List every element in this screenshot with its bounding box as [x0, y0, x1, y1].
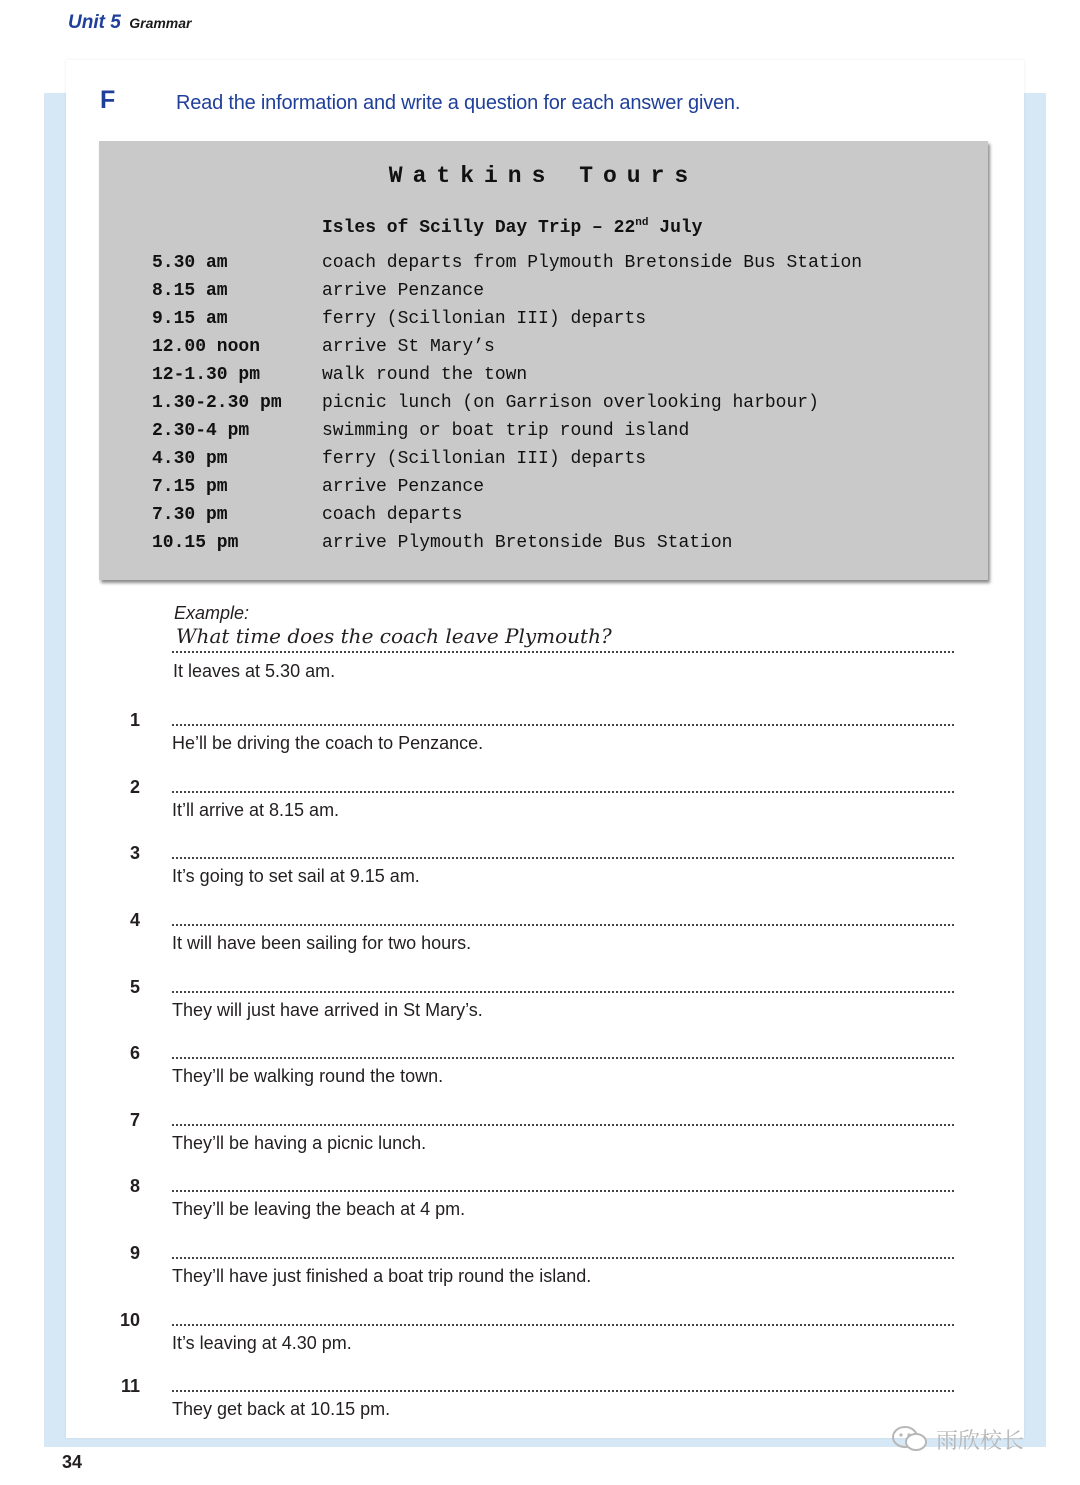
timetable-time: 12-1.30 pm [152, 365, 261, 385]
example-label: Example: [174, 603, 250, 623]
given-answer: They’ll be leaving the beach at 4 pm. [172, 1199, 466, 1219]
question-item [0, 1110, 1080, 1176]
question-number: 5 [129, 977, 140, 997]
timetable-event: arrive St Mary’s [322, 337, 495, 357]
timetable-row [152, 281, 982, 309]
page-header [68, 12, 192, 34]
timetable-event: coach departs [322, 505, 463, 525]
timetable-row [152, 533, 982, 561]
timetable-event: ferry (Scillonian III) departs [322, 309, 647, 329]
question-write-line[interactable] [172, 1057, 954, 1059]
question-item [0, 1243, 1080, 1309]
timetable-time: 8.15 am [152, 281, 228, 301]
watermark [890, 1422, 1050, 1456]
given-answer: He’ll be driving the coach to Penzance. [172, 733, 484, 753]
timetable-time: 5.30 am [152, 253, 228, 273]
given-answer: It’s going to set sail at 9.15 am. [172, 866, 420, 886]
timetable-event: arrive Penzance [322, 477, 485, 497]
timetable-row [152, 505, 982, 533]
page-number: 34 [62, 1452, 83, 1472]
timetable-time: 9.15 am [152, 309, 228, 329]
timetable-event: picnic lunch (on Garrison overlooking harbour) [322, 393, 819, 413]
question-write-line[interactable] [172, 724, 954, 726]
question-write-line[interactable] [172, 791, 954, 793]
timetable-row [152, 253, 982, 281]
question-write-line[interactable] [172, 924, 954, 926]
timetable-event: coach departs from Plymouth Bretonside Bus Station [322, 253, 863, 273]
timetable-subtitle: Isles of Scilly Day Trip – 22nd July [322, 217, 703, 238]
question-item [0, 777, 1080, 843]
example-answer-line [172, 651, 954, 653]
question-write-line[interactable] [172, 1257, 954, 1259]
wechat-icon [890, 1424, 930, 1454]
given-answer: It’s leaving at 4.30 pm. [172, 1333, 352, 1353]
timetable-row [152, 309, 982, 337]
question-write-line[interactable] [172, 857, 954, 859]
question-write-line[interactable] [172, 1324, 954, 1326]
timetable-time: 7.30 pm [152, 505, 228, 525]
given-answer: They’ll be walking round the town. [172, 1066, 444, 1086]
question-number: 11 [120, 1376, 140, 1396]
question-write-line[interactable] [172, 1390, 954, 1392]
timetable-time: 2.30-4 pm [152, 421, 250, 441]
question-item [0, 1043, 1080, 1109]
timetable-row [152, 421, 982, 449]
exercise-instruction: Read the information and write a question for each answer given. [176, 92, 741, 114]
given-answer: It will have been sailing for two hours. [172, 933, 472, 953]
question-number: 6 [129, 1043, 140, 1063]
given-answer: It’ll arrive at 8.15 am. [172, 800, 340, 820]
timetable-row [152, 449, 982, 477]
section-label: Grammar [129, 15, 192, 31]
question-item [0, 843, 1080, 909]
question-number: 7 [129, 1110, 140, 1130]
question-number: 1 [129, 710, 140, 730]
question-item [0, 910, 1080, 976]
timetable-card [99, 141, 988, 580]
given-answer: They’ll have just finished a boat trip round the island. [172, 1266, 592, 1286]
given-answer: They’ll be having a picnic lunch. [172, 1133, 427, 1153]
timetable-time: 1.30-2.30 pm [152, 393, 282, 413]
question-item [0, 1310, 1080, 1376]
question-number: 8 [129, 1176, 140, 1196]
question-number: 2 [129, 777, 140, 797]
timetable-row [152, 477, 982, 505]
timetable-event: swimming or boat trip round island [322, 421, 690, 441]
timetable-row [152, 393, 982, 421]
question-write-line[interactable] [172, 1124, 954, 1126]
example-question: What time does the coach leave Plymouth? [176, 624, 612, 648]
question-write-line[interactable] [172, 1190, 954, 1192]
question-write-line[interactable] [172, 991, 954, 993]
timetable-title: Watkins Tours [388, 163, 699, 189]
timetable-time: 12.00 noon [152, 337, 261, 357]
unit-label: Unit 5 [68, 12, 121, 33]
timetable-time: 10.15 pm [152, 533, 239, 553]
given-answer: They get back at 10.15 pm. [172, 1399, 391, 1419]
timetable-event: arrive Penzance [322, 281, 485, 301]
question-number: 4 [129, 910, 140, 930]
timetable-row [152, 365, 982, 393]
example-answer: It leaves at 5.30 am. [173, 661, 336, 681]
exercise-letter: F [100, 86, 116, 114]
watermark-text: 雨欣校长 [936, 1429, 1025, 1454]
question-item [0, 977, 1080, 1043]
question-number: 10 [119, 1310, 140, 1330]
question-number: 9 [129, 1243, 140, 1263]
timetable-event: walk round the town [322, 365, 528, 385]
timetable-time: 7.15 pm [152, 477, 228, 497]
question-item [0, 1176, 1080, 1242]
question-number: 3 [129, 843, 140, 863]
timetable-event: ferry (Scillonian III) departs [322, 449, 647, 469]
timetable-row [152, 337, 982, 365]
timetable-time: 4.30 pm [152, 449, 228, 469]
given-answer: They will just have arrived in St Mary’s. [172, 1000, 483, 1020]
timetable-event: arrive Plymouth Bretonside Bus Station [322, 533, 733, 553]
question-item [0, 710, 1080, 776]
